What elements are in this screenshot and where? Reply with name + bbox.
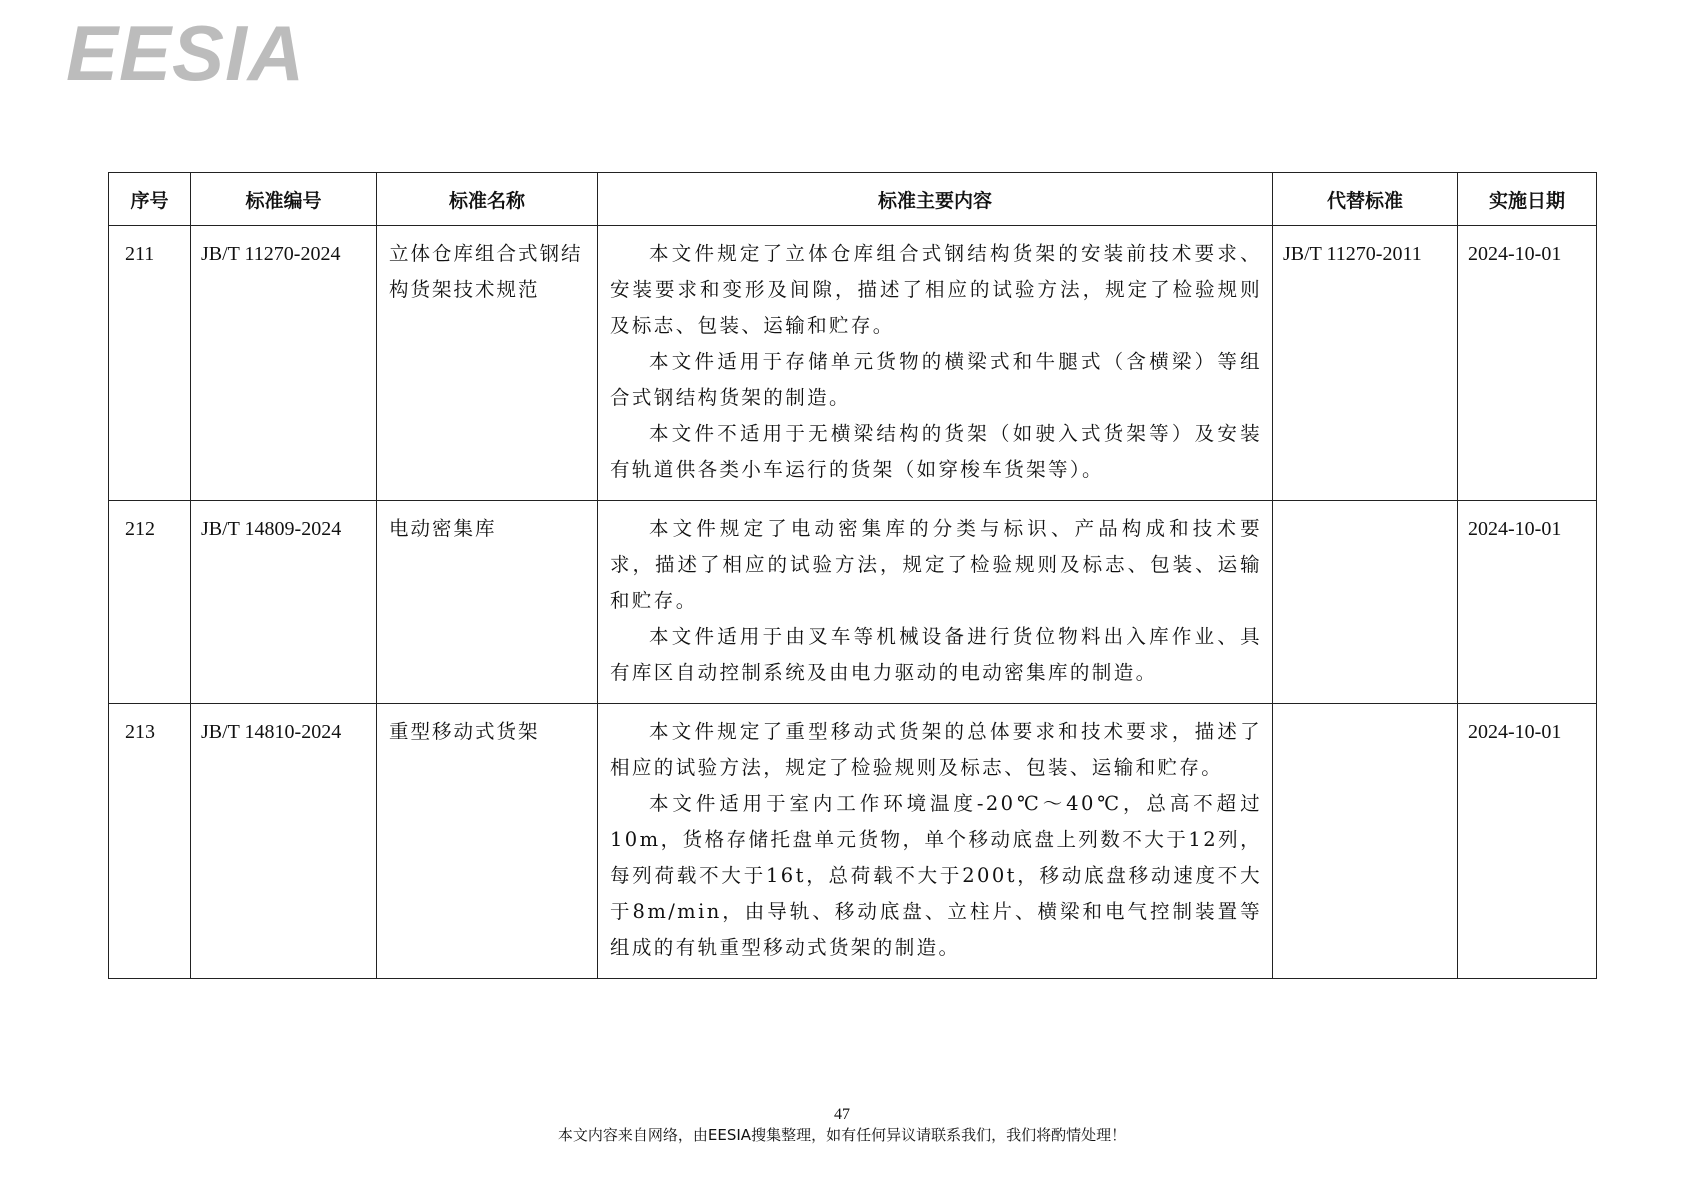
- effective-date: 2024-10-01: [1458, 226, 1597, 501]
- standard-code: JB/T 11270-2024: [191, 226, 377, 501]
- replaced-standard: JB/T 11270-2011: [1273, 226, 1458, 501]
- replaced-standard: [1273, 501, 1458, 704]
- row-number: 213: [109, 704, 191, 979]
- header-date: 实施日期: [1458, 173, 1597, 226]
- standard-content: [598, 704, 1273, 979]
- replaced-standard: [1273, 704, 1458, 979]
- standard-code: JB/T 14810-2024: [191, 704, 377, 979]
- content-paragraph: 本文件规定了重型移动式货架的总体要求和技术要求，描述了相应的试验方法，规定了检验规则及标志、包装、运输和贮存。: [610, 720, 1262, 779]
- standard-name: 立体仓库组合式钢结构货架技术规范: [377, 226, 598, 501]
- table-row: [109, 501, 1597, 704]
- footer-disclaimer: 本文内容来自网络，由EESIA搜集整理，如有任何异议请联系我们，我们将酌情处理！: [557, 1126, 1127, 1144]
- standard-content: [598, 501, 1273, 704]
- header-code: 标准编号: [191, 173, 377, 226]
- page-number: 47: [834, 1106, 850, 1123]
- table-header-row: [109, 173, 1597, 226]
- standard-code: JB/T 14809-2024: [191, 501, 377, 704]
- content-paragraph: 本文件适用于室内工作环境温度-20℃～40℃，总高不超过10m，货格存储托盘单元货物，单个移动底盘上列数不大于12列，每列荷载不大于16t，总荷载不大于200t，移动底盘移动速度不大于8m/min，由导轨、移动底盘、立柱片、横梁和电气控制装置等组成的有轨重型移动式货架的制造。: [610, 792, 1262, 959]
- effective-date: 2024-10-01: [1458, 704, 1597, 979]
- row-number: 211: [109, 226, 191, 501]
- header-replaces: 代替标准: [1273, 173, 1458, 226]
- effective-date: 2024-10-01: [1458, 501, 1597, 704]
- standard-content: [598, 226, 1273, 501]
- standard-name: 重型移动式货架: [377, 704, 598, 979]
- content-paragraph: 本文件不适用于无横梁结构的货架（如驶入式货架等）及安装有轨道供各类小车运行的货架（如穿梭车货架等）。: [610, 422, 1262, 481]
- header-name: 标准名称: [377, 173, 598, 226]
- content-paragraph: 本文件适用于存储单元货物的横梁式和牛腿式（含横梁）等组合式钢结构货架的制造。: [610, 350, 1262, 409]
- row-number: 212: [109, 501, 191, 704]
- table-row: [109, 226, 1597, 501]
- eesia-logo: EESIA: [66, 9, 306, 97]
- content-paragraph: 本文件适用于由叉车等机械设备进行货位物料出入库作业、具有库区自动控制系统及由电力驱动的电动密集库的制造。: [610, 625, 1262, 684]
- header-content: 标准主要内容: [598, 173, 1273, 226]
- standard-name: 电动密集库: [377, 501, 598, 704]
- content-paragraph: 本文件规定了立体仓库组合式钢结构货架的安装前技术要求、安装要求和变形及间隙，描述了相应的试验方法，规定了检验规则及标志、包装、运输和贮存。: [610, 242, 1262, 337]
- table-row: [109, 704, 1597, 979]
- content-paragraph: 本文件规定了电动密集库的分类与标识、产品构成和技术要求，描述了相应的试验方法，规定了检验规则及标志、包装、运输和贮存。: [610, 517, 1262, 612]
- header-number: 序号: [109, 173, 191, 226]
- standards-table: [108, 172, 1597, 979]
